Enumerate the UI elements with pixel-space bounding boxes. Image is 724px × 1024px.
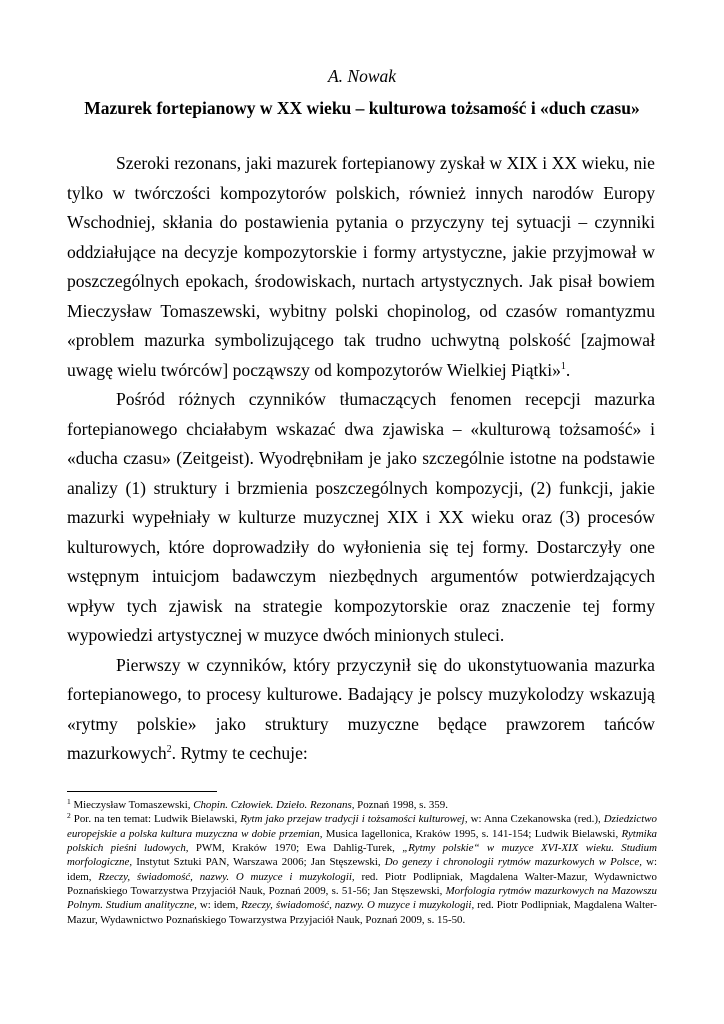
paragraph-3-text: Pierwszy w czynników, który przyczynił się do ukonstytuowania mazurka fortepianowego, to procesy kulturowe. Badający je polscy muzykolodzy wskazują «rytmy polskie» jako struktury muzyczne będące prawzorem tańców mazurkowych: [67, 654, 655, 763]
footnote-ref-1[interactable]: 1: [560, 360, 566, 372]
footnote-2-citation-title: „Rytmy polskie“ w muzyce XVI-XIX wieku. Studium morfologiczne,: [67, 842, 657, 869]
footnote-2-citation-title: Do genezy i chronologii rytmów mazurkowych w Polsce,: [384, 856, 642, 869]
article-body: [67, 149, 655, 769]
footnote-2-text: w: idem,: [196, 899, 242, 912]
footnote-2-text: w: Anna Czekanowska (red.),: [467, 813, 604, 826]
footnote-divider: [67, 791, 217, 792]
footnote-2-text-end: red. Piotr Podlipniak, Magdalena Walter-Mazur, Wydawnictwo Poznańskiego Towarzystwa Przyjaciół Nauk, Poznań 2009, s. 15-50.: [67, 899, 657, 926]
paragraph-2: Pośród różnych czynników tłumaczących fenomen recepcji mazurka fortepianowego chciałabym wskazać dwa zjawiska – «kulturową tożsamość» i «ducha czasu» (Zeitgeist). Wyodrębniłam je jako szczególnie istotne na podstawie analizy (1) struktury i brzmienia poszczególnych kompozycji, (2) funkcji, jakie mazurki wypełniały w kulturze muzycznej XIX i XX wieku oraz (3) procesów kulturowych, które doprowadziły do wyłonienia się tej formy. Dostarczyły one wstępnym intuicjom badawczym niezbędnych argumentów potwierdzających wpływ tych zjawisk na strategie kompozytorskie oraz znaczenie tej formy wypowiedzi artystycznej w muzyce dwóch minionych stuleci.: [67, 389, 655, 645]
footnotes: [67, 798, 657, 927]
footnote-1-citation-title: Chopin. Człowiek. Dzieło. Rezonans,: [193, 799, 355, 811]
paragraph-3: [67, 651, 655, 769]
author-name: A. Nowak: [327, 66, 397, 86]
paragraph-3-end: . Rytmy te cechuje:: [171, 743, 308, 763]
footnote-ref-2[interactable]: 2: [166, 744, 172, 755]
footnote-1-text: Mieczysław Tomaszewski,: [70, 799, 194, 811]
footnote-1-number: 1: [67, 797, 71, 806]
footnote-2-number: 2: [67, 811, 71, 821]
footnote-1: [67, 798, 657, 812]
footnote-2-text: Por. na ten temat: Ludwik Bielawski,: [70, 813, 241, 826]
footnote-2-citation-title: Dziedzictwo europejskie a polska kultura muzyczna w dobie przemian,: [67, 813, 657, 840]
footnote-2-text: w: idem,: [67, 856, 657, 883]
footnote-2-citation-title: Rzeczy, świadomość, nazwy. O muzyce i muzykologii,: [98, 870, 355, 883]
footnote-2-citation-title: Rytmika polskich pieśni ludowych,: [67, 827, 657, 855]
footnote-2-citation-title: Morfologia rytmów mazurkowych na Mazowszu Polnym. Studium analityczne,: [67, 885, 657, 912]
footnote-1-text-end: Poznań 1998, s. 359.: [354, 799, 448, 811]
paragraph-1-end: .: [565, 359, 571, 380]
footnote-2-text: Musica Iagellonica, Kraków 1995, s. 141-154; Ludwik Bielawski,: [322, 827, 622, 840]
paragraph-1: [67, 149, 655, 385]
footnote-2-text: red. Piotr Podlipniak, Magdalena Walter-Mazur, Wydawnictwo Poznańskiego Towarzystwa Przyjaciół Nauk, Poznań 2009, s. 51-56; Jan Stęszewski,: [67, 870, 657, 898]
footnote-2-citation-title: Rzeczy, świadomość, nazwy. O muzyce i muzykologii,: [241, 899, 475, 912]
footnote-2-text: Instytut Sztuki PAN, Warszawa 2006; Jan Stęszewski,: [132, 856, 385, 869]
footnote-2-text: PWM, Kraków 1970; Ewa Dahlig-Turek,: [188, 842, 403, 855]
article-title: Mazurek fortepianowy w XX wieku – kulturowa tożsamość i «duch czasu»: [84, 98, 640, 118]
footnote-2-citation-title: Rytm jako przejaw tradycji i tożsamości kulturowej,: [240, 813, 468, 826]
paragraph-1-text: Szeroki rezonans, jaki mazurek fortepianowy zyskał w XIX i XX wieku, nie tylko w twórczości kompozytorów polskich, również innych narodów Europy Wschodniej, skłania do postawienia pytania o przyczyny tej sytuacji – czynniki oddziałujące na decyzje kompozytorskie i formy artystyczne, jakie przyjmował w poszczególnych epokach, środowiskach, nurtach artystycznych. Jak pisał bowiem Mieczysław Tomaszewski, wybitny polski chopinolog, od czasów romantyzmu «problem mazurka symbolizującego tak trudno uchwytną polskość [zajmował uwagę wielu twórców] począwszy od kompozytorów Wielkiej Piątki»: [67, 153, 655, 380]
footnote-2: [67, 812, 657, 927]
